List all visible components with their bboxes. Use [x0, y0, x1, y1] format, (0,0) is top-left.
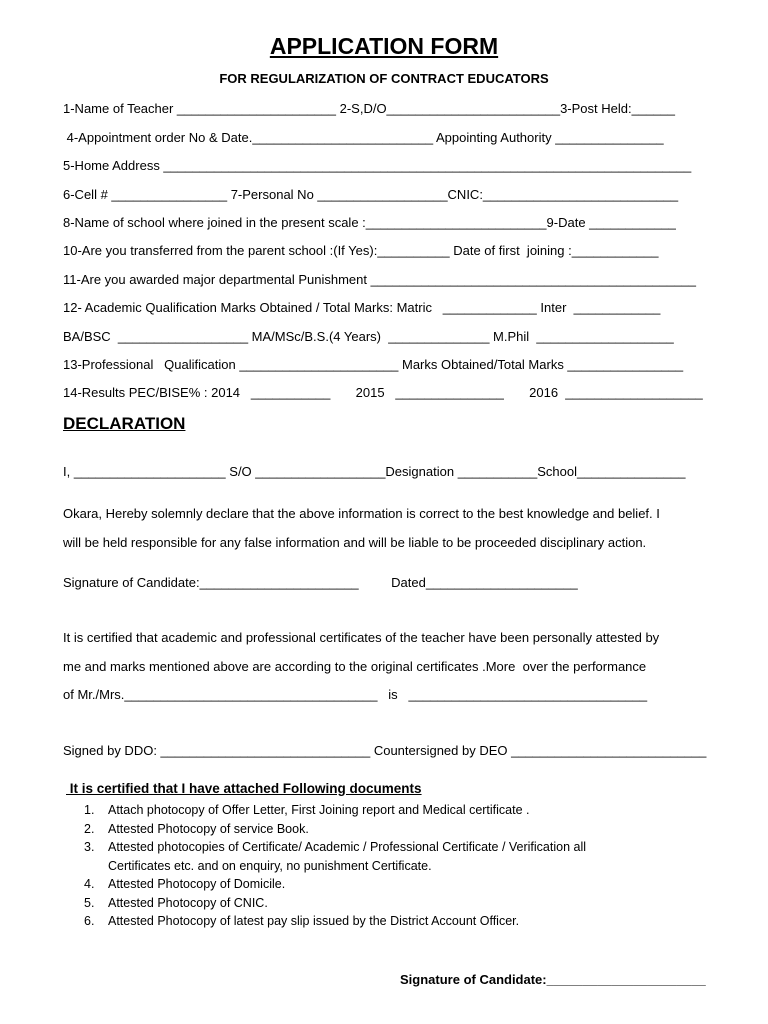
field-row-academic-qualification: 12- Academic Qualification Marks Obtained / Total Marks: Matric _____________ Inter ____________: [63, 300, 661, 315]
document-item: [84, 820, 668, 839]
documents-list: [84, 801, 668, 931]
document-item: [84, 801, 668, 820]
declaration-name-line: I, _____________________ S/O __________________Designation ___________School_______________: [63, 464, 686, 479]
document-item-text: Certificates etc. and on enquiry, no punishment Certificate.: [108, 858, 432, 873]
certification-line-2: me and marks mentioned above are according to the original certificates .More over the performance: [63, 659, 647, 674]
form-title: APPLICATION FORM: [269, 33, 499, 59]
declaration-statement-line-1: Okara, Hereby solemnly declare that the above information is correct to the best knowledge and belief. I: [63, 506, 660, 521]
field-row-cell-personal-cnic: 6-Cell # ________________ 7-Personal No __________________CNIC:___________________________: [63, 187, 679, 202]
documents-heading: It is certified that I have attached Following documents: [66, 781, 422, 796]
form-subtitle: FOR REGULARIZATION OF CONTRACT EDUCATORS: [219, 71, 549, 86]
document-item-number: 3.: [84, 840, 95, 854]
field-row-transfer: 10-Are you transferred from the parent school :(If Yes):__________ Date of first joining :____________: [63, 243, 659, 258]
certification-line-3: of Mr./Mrs.___________________________________ is _________________________________: [63, 687, 648, 702]
declaration-statement-line-2: will be held responsible for any false information and will be liable to be proceeded disciplinary action.: [63, 535, 647, 550]
field-row-professional-qualification: 13-Professional Qualification ______________________ Marks Obtained/Total Marks ________________: [63, 357, 684, 372]
document-item-number: 5.: [84, 895, 95, 910]
document-item-text: Attested Photocopy of service Book.: [108, 821, 309, 836]
field-row-appointment-order: 4-Appointment order No & Date._________________________ Appointing Authority _______________: [63, 130, 664, 145]
field-row-punishment: 11-Are you awarded major departmental Punishment _____________________________________________: [63, 272, 696, 287]
declaration-heading: DECLARATION: [63, 414, 186, 433]
document-item-continuation: [108, 857, 668, 876]
field-row-school-name: 8-Name of school where joined in the present scale :_________________________9-Date ____________: [63, 215, 676, 230]
candidate-signature-line: Signature of Candidate:______________________ Dated_____________________: [63, 575, 578, 590]
document-item-number: 6.: [84, 914, 95, 928]
document-item-text: Attach photocopy of Offer Letter, First Joining report and Medical certificate .: [108, 803, 530, 817]
ddo-signature-line: Signed by DDO: _____________________________ Countersigned by DEO ___________________________: [63, 743, 707, 758]
document-item: [84, 838, 668, 857]
document-item: [84, 875, 668, 894]
document-item-number: 2.: [84, 821, 95, 836]
document-item-text: Attested Photocopy of Domicile.: [108, 877, 286, 891]
document-item-text: Attested Photocopy of latest pay slip issued by the District Account Officer.: [108, 914, 520, 928]
field-row-home-address: 5-Home Address _________________________________________________________________________: [63, 158, 692, 173]
field-row-degrees: BA/BSC __________________ MA/MSc/B.S.(4 Years) ______________ M.Phil ___________________: [63, 329, 674, 344]
final-candidate-signature: Signature of Candidate:______________________: [400, 972, 706, 987]
certification-line-1: It is certified that academic and professional certificates of the teacher have been personally attested by: [63, 630, 660, 645]
document-item: [84, 894, 668, 913]
field-row-teacher-name: 1-Name of Teacher ______________________ 2-S,D/O________________________3-Post Held:______: [63, 101, 675, 116]
document-item-number: 4.: [84, 877, 95, 891]
document-item-text: Attested photocopies of Certificate/ Academic / Professional Certificate / Verification all: [108, 840, 587, 854]
document-item-number: 1.: [84, 803, 95, 817]
field-row-results: 14-Results PEC/BISE% : 2014 ___________ 2015 _______________ 2016 ___________________: [63, 385, 703, 400]
document-item: [84, 912, 668, 931]
document-item-text: Attested Photocopy of CNIC.: [108, 895, 268, 910]
